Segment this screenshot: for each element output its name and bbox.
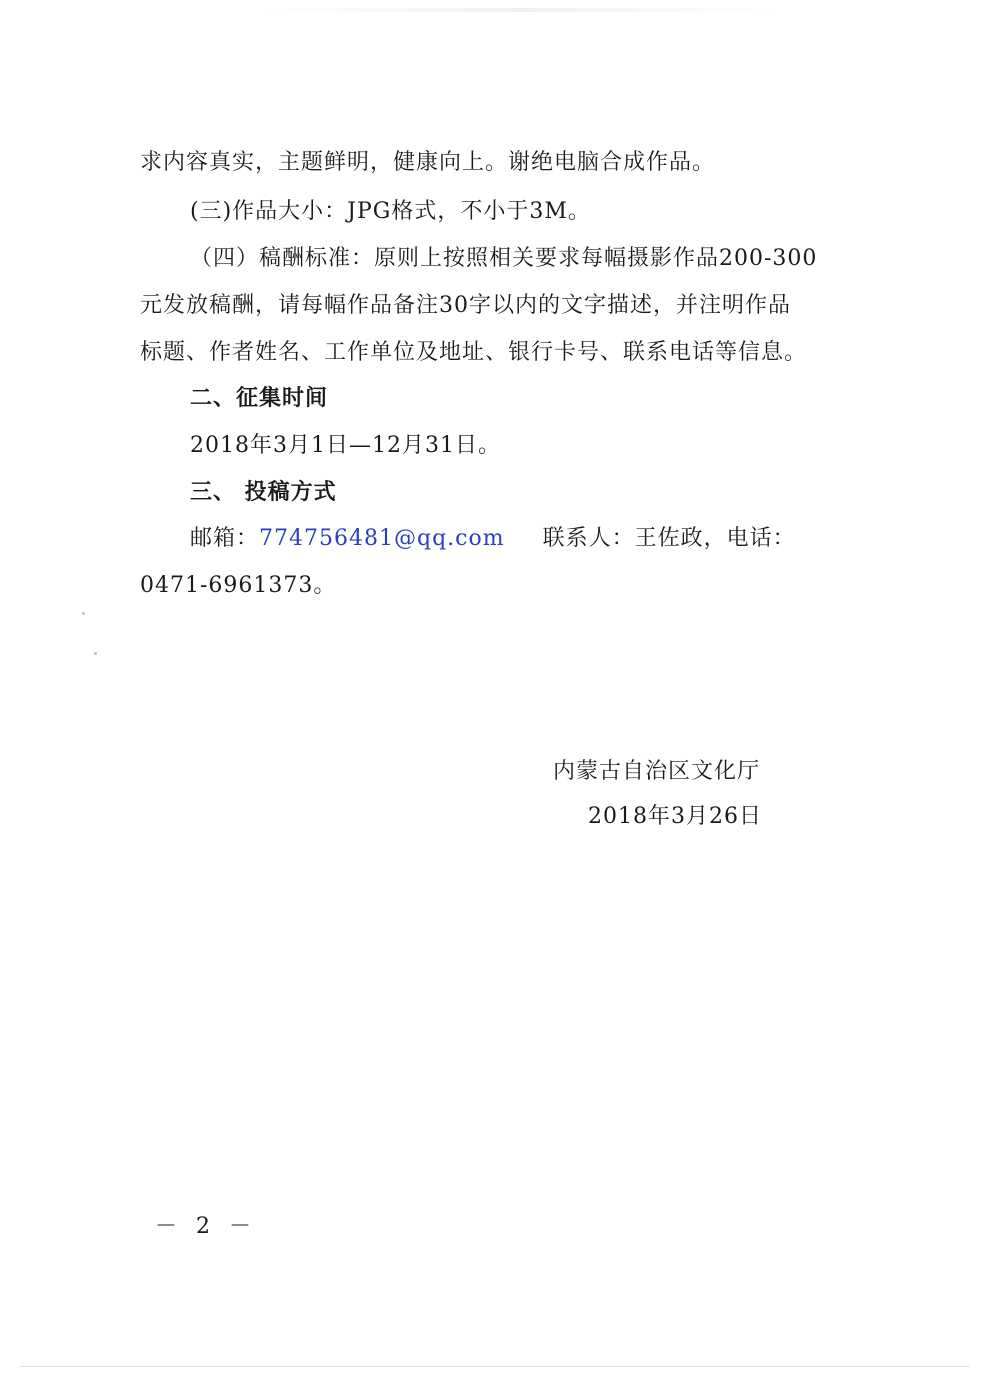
section-heading-collection-time: 二、征集时间 [190,386,329,411]
collection-time-text: 2018年3月1日—12月31日。 [190,433,501,458]
body-line-5: 标题、作者姓名、工作单位及地址、银行卡号、联系电话等信息。 [140,340,808,365]
scan-edge-bottom [20,1366,970,1367]
contact-person: 联系人：王佐政，电话： [542,526,796,551]
signature-organization: 内蒙古自治区文化厅 [553,759,761,784]
body-line-2: (三)作品大小：JPG格式，不小于3M。 [190,199,591,224]
body-line-1: 求内容真实，主题鲜明，健康向上。谢绝电脑合成作品。 [140,150,716,175]
section-heading-submission-method: 三、 投稿方式 [190,480,337,505]
scan-speck [94,652,97,655]
submission-contact-line [190,524,796,554]
page-number: － 2 － [155,1214,257,1239]
email-address-link[interactable]: 774756481@qq.com [259,526,505,551]
body-line-4: 元发放稿酬，请每幅作品备注30字以内的文字描述，并注明作品 [140,293,791,318]
signature-date: 2018年3月26日 [588,804,762,829]
scan-speck [82,612,85,615]
scan-edge-top [260,8,780,12]
body-line-3: （四）稿酬标准：原则上按照相关要求每幅摄影作品200-300 [190,246,818,271]
phone-number: 0471-6961373。 [140,573,337,598]
email-label: 邮箱： [190,526,260,551]
